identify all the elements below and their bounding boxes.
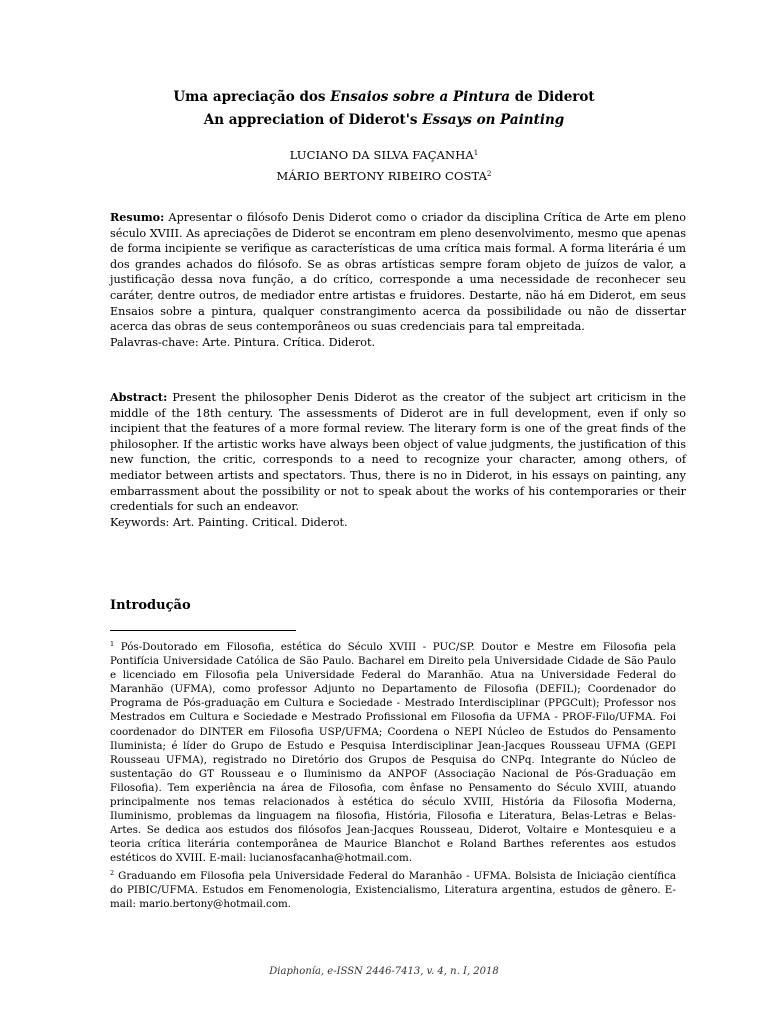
author-2-footnote-mark[interactable]: 2	[487, 170, 492, 178]
footnote-1-mark: 1	[110, 640, 115, 648]
footnote-2	[110, 866, 676, 911]
title-english-start: An appreciation of Diderot's	[203, 112, 423, 128]
footnote-1-text: Pós-Doutorado em Filosofia, estética do Século XVIII - PUC/SP. Doutor e Mestre em Filosofia pela Pontifícia Universidade Católica de São Paulo. Bacharel em Direito pela Universidade Cidade de São Paulo e licenciado em Filosofia pela Universidade Federal do Maranhão. Atua na Universidade Federal do Maranhão (UFMA), como professor Adjunto no Departamento de Filosofia (DEFIL); Coordenador do Programa de Pós-graduação em Cultura e Sociedade - Mestrado Interdisciplinar (PPGCult); Professor nos Mestrados em Cultura e Sociedade e Mestrado Profissional em Filosofia da UFMA - PROF-Filo/UFMA. Foi coordenador do DINTER em Filosofia USP/UFMA; Coordena o NEPI Núcleo de Estudos do Pensamento Iluminista; é líder do Grupo de Estudo e Pesquisa Interdisciplinar Jean-Jacques Rousseau UFMA (GEPI Rousseau UFMA), registrado no Diretório dos Grupos de Pesquisa do CNPq. Integrante do Núcleo de sustentação do GT Rousseau e o Iluminismo da ANPOF (Associação Nacional de Pós-Graduação em Filosofia). Tem experiência na área de Filosofia, com ênfase no Pensamento do Século XVIII, atuando principalmente nos temas relacionados à estética do século XVIII, História da Filosofia Moderna, Iluminismo, problemas da linguagem na filosofia, História, Filosofia e Literatura, Belas-Letras e Belas-Artes. Se dedica aos estudos dos filósofos Jean-Jacques Rousseau, Diderot, Voltaire e Montesquieu e a teoria crítica literária contemporânea de Maurice Blanchot e Roland Barthes referentes aos estudos estéticos do XVIII. E-mail: lucianosfacanha@hotmail.com.	[110, 641, 676, 865]
title-portuguese-end: de Diderot	[510, 89, 595, 105]
palavras-chave: Palavras-chave: Arte. Pintura. Crítica. Diderot.	[110, 335, 376, 349]
section-heading-introducao: Introdução	[110, 598, 191, 613]
footnotes	[110, 637, 676, 911]
abstract-text: Present the philosopher Denis Diderot as the creator of the subject art criticism in the middle of the 18th century. The assessments of Diderot are in full development, even if only so incipient that the features of a more formal review. The literary form is one of the great finds of the philosopher. If the artistic works have always been object of value judgments, the justification of this new function, the critic, corresponds to a need to recognize your character, among others, of mediator between artists and spectators. Thus, there is no in Diderot, in his essays on painting, any embarrassment about the possibility or not to speak about the works of his contemporaries or their credentials for such an endeavor.	[110, 391, 686, 514]
abstract-label: Abstract:	[110, 390, 168, 404]
footnote-1	[110, 637, 676, 866]
resumo-paragraph	[110, 210, 686, 335]
author-2-name: MÁRIO BERTONY RIBEIRO COSTA	[276, 169, 487, 183]
title-english	[0, 111, 768, 129]
author-1	[0, 146, 768, 163]
title-english-italic: Essays on Painting	[422, 112, 565, 128]
journal-footer: Diaphonía, e-ISSN 2446-7413, v. 4, n. I, 2018	[269, 966, 499, 977]
author-1-footnote-mark[interactable]: 1	[473, 149, 479, 157]
abstract-block	[110, 390, 686, 530]
title-portuguese	[0, 88, 768, 106]
keywords: Keywords: Art. Painting. Critical. Diderot.	[110, 515, 348, 529]
resumo-text: Apresentar o filósofo Denis Diderot como o criador da disciplina Crítica de Arte em pleno século XVIII. As apreciações de Diderot se encontram em pleno desenvolvimento, mesmo que apenas de forma incipiente se verifique as características de uma crítica mais formal. A forma literária é um dos grandes achados do filósofo. Se as obras artísticas sempre foram objeto de juízos de valor, a justificação dessa nova função, a do crítico, corresponde a uma necessidade de reconhecer seu caráter, dentre outros, de mediador entre artistas e fruidores. Destarte, não há em Diderot, em seus Ensaios sobre a pintura, qualquer constrangimento acerca da possibilidade ou não de dissertar acerca das obras de seus contemporâneos ou suas credenciais para tal empreitada.	[110, 211, 686, 334]
footnote-separator	[110, 630, 296, 631]
abstract-paragraph	[110, 390, 686, 515]
title-portuguese-start: Uma apreciação dos	[173, 89, 331, 105]
footnote-2-mark: 2	[110, 868, 115, 877]
author-1-name: LUCIANO DA SILVA FAÇANHA	[289, 148, 474, 162]
footnote-2-text: Graduando em Filosofia pela Universidade Federal do Maranhão - UFMA. Bolsista de Iniciação científica do PIBIC/UFMA. Estudos em Fenomenologia, Existencialismo, Literatura argentina, estudos de gênero. E-mail: mario.bertony@hotmail.com.	[110, 869, 676, 910]
resumo-block	[110, 210, 686, 350]
resumo-label: Resumo:	[110, 210, 165, 224]
title-portuguese-italic: Ensaios sobre a Pintura	[330, 89, 511, 105]
author-2	[0, 167, 768, 184]
